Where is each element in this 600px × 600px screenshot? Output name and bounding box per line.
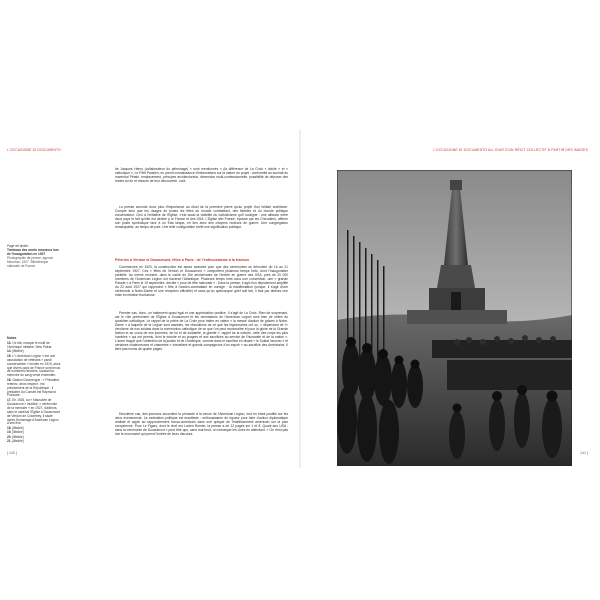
paragraph-text: de Jacques Henry (collaborateur du pèlerinage) « sont mentionnés » (la différence de La Croix « laïcité » et « catholique », Le Petit Parisien, en prend connaissance d'informations sur la nature du projet : conformité au souhait du maréchal Pétain, emplacement, principes architecturaux, dimension multi-confessionnelle, possibilité de déposer des restes au fur et mesure de leur découverte, coût.: [115, 167, 288, 184]
note-text: [illisible]: [12, 425, 24, 430]
note-item: [7, 355, 61, 378]
paragraph-text: Deuxième cas, des journaux accordent la primauté à la venue de l'American Legion, tout en étant positifs sur les deux événements. La motivation politique est manifeste : enthousiasme de rigueur pour faire d'action diplomatique réaliste et appel au rapprochement franco-américain dans une optique de l'établissement américain sur la paix européenne. Pour Le Figaro, dont le chef est Lucien Romier, la presse a de 12 pages sur 1 et 8. Quant aux USA : dans la cérémonie de Douaumont « peut être que, sans tout bruit, on remarque les Unes en attendant. » On n'est pas loin le monument qui prend l'entrée de leurs discours.: [115, 412, 288, 437]
body-paragraph-4: [115, 311, 288, 351]
note-item: [7, 440, 61, 444]
body-paragraph-3: [115, 265, 288, 297]
note-number: 20.: [7, 434, 12, 439]
running-head-right: L'OCCASIONE DI DOCUMENTO AU JOUR D'UN RÉCIT COLLECTIF À PARTIR DES IMAGES: [433, 148, 588, 152]
body-paragraph-5: [115, 412, 288, 436]
note-number: 19.: [7, 430, 12, 435]
book-gutter: [299, 130, 301, 468]
note-number: 21.: [7, 439, 12, 444]
note-number: 17.: [7, 397, 12, 402]
note-text: Ce fait, marqué le motif de l'Amérique militaire, New Patria.: [7, 340, 53, 349]
caption-intro: Page de droite :: [7, 244, 30, 248]
ossuary-photo-illustration: [337, 170, 572, 466]
running-head-left: L'OCCASIONE DI DOCUMENTO: [7, 148, 61, 152]
note-item: [7, 379, 61, 399]
caption-title: Tombeau des morts inconnus lors de l'inauguration en 1927: [7, 247, 59, 256]
note-text: [illisible]: [12, 349, 24, 354]
paragraph-text: Commencée en 1920, la construction est assez avancée pour que des cérémonies se déroulent du 16 au 21 septembre 1927. Ces « fêtes de Verdun et Douaumont » comportent plusieurs temps forts, dont l'inauguration partielle. Au même moment, dans le cadre du 10e anniversaire de l'entrée en guerre des USA, près de 20 000 membres de l'American Legion ont traversé l'Atlantique. Plusieurs temps forts sous une convention, une « grande Parade » à Paris le 19 septembre, décrite « pour de fête nationale » : Dans la presse, il agit d'un déploiement amplifié du 22 août 1927 qui rapproche « fête à l'ancien-combattant en cortège : la manifestation (unique, il s'agit d'une cérémonie à Notre-Dame et une réception officielle) et sans qu'un quelconque grief soit fait, il faut par ailleurs une mise en relation fructueuse.: [115, 265, 288, 298]
ossuary-photograph: [337, 170, 572, 466]
note-text: Gaston Doumergue : « Président, retenez, deux respect : est précisément de la République ; il président du Conseil est Raymond Poincaré.: [7, 377, 60, 398]
section-subheading: Pèlerins à Verdun et Douaumont, fêtes à Paris : de l'enthousiasme à la fracture: [115, 258, 250, 262]
note-number: 15.: [7, 353, 12, 358]
caption-credit: Photographie de presse, agence Meurisse, 1927. Bibliothèque nationale de France.: [7, 255, 54, 268]
note-text: [illisible]: [12, 430, 24, 435]
note-number: 13.: [7, 340, 12, 345]
notes-block: [7, 337, 61, 445]
page-number-left: [ 140 ]: [7, 451, 17, 455]
body-paragraph-1: [115, 167, 288, 183]
page-number-right: 141 ]: [580, 451, 588, 455]
body-paragraph-2: [115, 205, 288, 229]
paragraph-text: Premier cas, donc, un traitement quasi égal et une appréciation positive. Il s'agit de La Croix. Rien de surprenant, car le rôle prééminent de l'Église à Douaumont et les orientations de l'American Legion sont bien de celles du quotidien catholique. Le rappel de la prière de La Croix pour traiter en valeur « la messe d'action de grâces à Notre-Dame » à laquelle de la Legion sont assistés, les résolutions de ce que les légionnaires ont su, « dépendant de l'« héroïsme de nos soldats dans la communion catholique de ce que l'on peut reconnaître et pour la gloire de la Grande Nation et au cours de ces journées, de foi et de solidarité, la gravité », rappel de la victoire, celle des corps les plus humbles « qui ont permis, dont le monde et au progrès et aux sacrifices au service de l'humanité et de la nation ». L'autre frappe que l'obtention de la justice et de l'Amérique, comme dans le sacrifice en disant « le Soldat inconnu » et certaines chaleureuses et charmées « chevaliers et grands compagnons d'un espoir » au sacrifice des Américains. Il tient pas moins de quatre pages.: [115, 311, 288, 352]
photo-caption: [7, 245, 61, 268]
note-number: 18.: [7, 425, 12, 430]
paragraph-text: La presse accorde donc plus d'importance au rituel de la première pierre qu'au projet d'un brillant architecte. Compte tenu que les usages de toutes les fêtes du monde combattant, des familles et du monde politique conservateur. Ceci à l'initiative de l'Église, c'est aussi la visibilité du catholicisme qu'il souligne : une alliance entre deux pays le fait qu'elle est dédiée a la France et des USA. L'Église afin France, épouse par les Chevaliers, affirme son poids symbolique face à un État laïque, en lien avec des citoyens recteurs de guerre. Une congrégation remarquable, au temps de paix. Une telle configuration revêt une signification politique.: [115, 205, 288, 230]
note-item: [7, 399, 61, 426]
note-text: En 1926, au « Mausolée de Douaumont » inutilisé, « cérémonie de la mémoire » en 1927, d'ailleurs, sans le cardinal l'Église à Douaumont de Verdun de Colombey, il saute après l'hommage d'American Legion a ses fins.: [7, 397, 61, 426]
note-number: 14.: [7, 349, 12, 354]
notes-heading: Notes: [7, 336, 17, 340]
note-number: 16.: [7, 377, 12, 382]
note-text: [illisible]: [12, 439, 24, 444]
note-text: [illisible]: [12, 434, 24, 439]
note-text: L'« American Legion » est une association de vétérans « paroli conservatrice » fondée en 1919, alors que divers pays de France sont tenus de nombreux anciens, soudant la mémoire du sang versé ensemble.: [7, 353, 61, 378]
